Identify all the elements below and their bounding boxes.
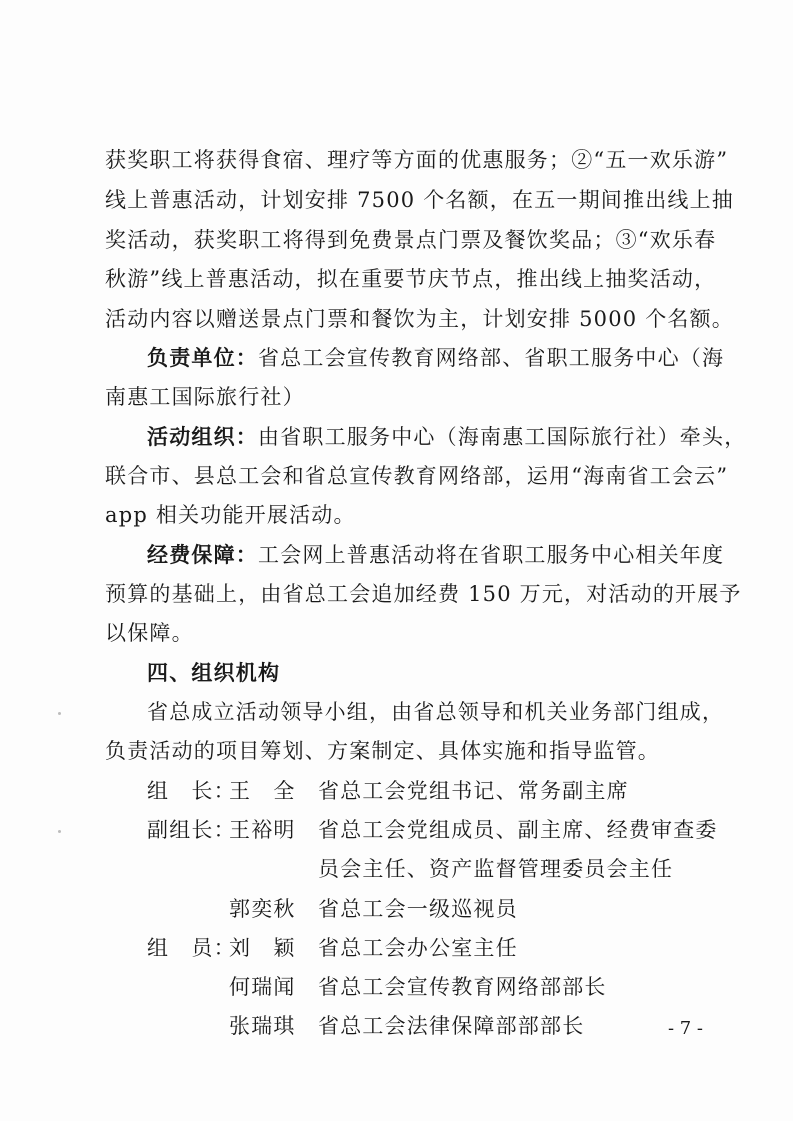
responsible-unit-line-2: 南惠工国际旅行社） bbox=[105, 385, 305, 409]
page-number: - 7 - bbox=[667, 1018, 703, 1039]
responsible-unit-line-1 bbox=[147, 345, 724, 371]
scan-speck bbox=[58, 712, 61, 715]
responsible-unit-text: 省总工会宣传教育网络部、省职工服务中心（海 bbox=[258, 346, 725, 370]
section-intro-line-1: 省总成立活动领导小组，由省总领导和机关业务部门组成， bbox=[147, 700, 725, 724]
member-role: 组 员： bbox=[147, 936, 236, 960]
member-title: 省总工会一级巡视员 bbox=[318, 897, 518, 921]
organization-line-3: app 相关功能开展活动。 bbox=[105, 503, 356, 527]
scan-speck bbox=[58, 830, 61, 833]
member-title: 省总工会党组成员、副主席、经费审查委 bbox=[318, 818, 718, 842]
funding-label: 经费保障： bbox=[147, 543, 258, 567]
member-title: 省总工会宣传教育网络部部长 bbox=[318, 975, 607, 999]
section-intro-line-2: 负责活动的项目筹划、方案制定、具体实施和指导监管。 bbox=[105, 739, 660, 763]
section-heading: 四、组织机构 bbox=[147, 661, 281, 685]
organization-label: 活动组织： bbox=[147, 425, 258, 449]
funding-line-2: 预算的基础上，由省总工会追加经费 150 万元，对活动的开展予 bbox=[105, 582, 742, 606]
member-title-continued: 员会主任、资产监督管理委员会主任 bbox=[318, 857, 674, 881]
paragraph1-line-2: 线上普惠活动，计划安排 7500 个名额，在五一期间推出线上抽 bbox=[105, 188, 734, 212]
member-title: 省总工会法律保障部部部长 bbox=[318, 1014, 585, 1038]
member-name: 张瑞琪 bbox=[229, 1014, 296, 1038]
member-role: 副组长： bbox=[147, 818, 236, 842]
member-name: 刘 颖 bbox=[229, 936, 296, 960]
funding-line-1 bbox=[147, 542, 724, 568]
funding-text: 工会网上普惠活动将在省职工服务中心相关年度 bbox=[258, 543, 725, 567]
organization-line-1 bbox=[147, 424, 746, 450]
member-name: 何瑞闻 bbox=[229, 975, 296, 999]
paragraph1-line-4: 秋游”线上普惠活动，拟在重要节庆节点，推出线上抽奖活动， bbox=[105, 267, 717, 291]
member-title: 省总工会办公室主任 bbox=[318, 936, 518, 960]
member-name: 王裕明 bbox=[229, 818, 296, 842]
member-name: 王 全 bbox=[229, 779, 296, 803]
paragraph1-line-1: 获奖职工将获得食宿、理疗等方面的优惠服务；②“五一欢乐游” bbox=[105, 148, 729, 172]
funding-line-3: 以保障。 bbox=[105, 621, 194, 645]
organization-line-2: 联合市、县总工会和省总宣传教育网络部，运用“海南省工会云” bbox=[105, 464, 729, 488]
paragraph1-line-3: 奖活动，获奖职工将得到免费景点门票及餐饮奖品；③“欢乐春 bbox=[105, 228, 717, 252]
member-role: 组 长： bbox=[147, 779, 236, 803]
paragraph1-line-5: 活动内容以赠送景点门票和餐饮为主，计划安排 5000 个名额。 bbox=[105, 307, 734, 331]
member-title: 省总工会党组书记、常务副主席 bbox=[318, 779, 629, 803]
responsible-unit-label: 负责单位： bbox=[147, 346, 258, 370]
organization-text: 由省职工服务中心（海南惠工国际旅行社）牵头， bbox=[258, 425, 747, 449]
member-name: 郭奕秋 bbox=[229, 897, 296, 921]
